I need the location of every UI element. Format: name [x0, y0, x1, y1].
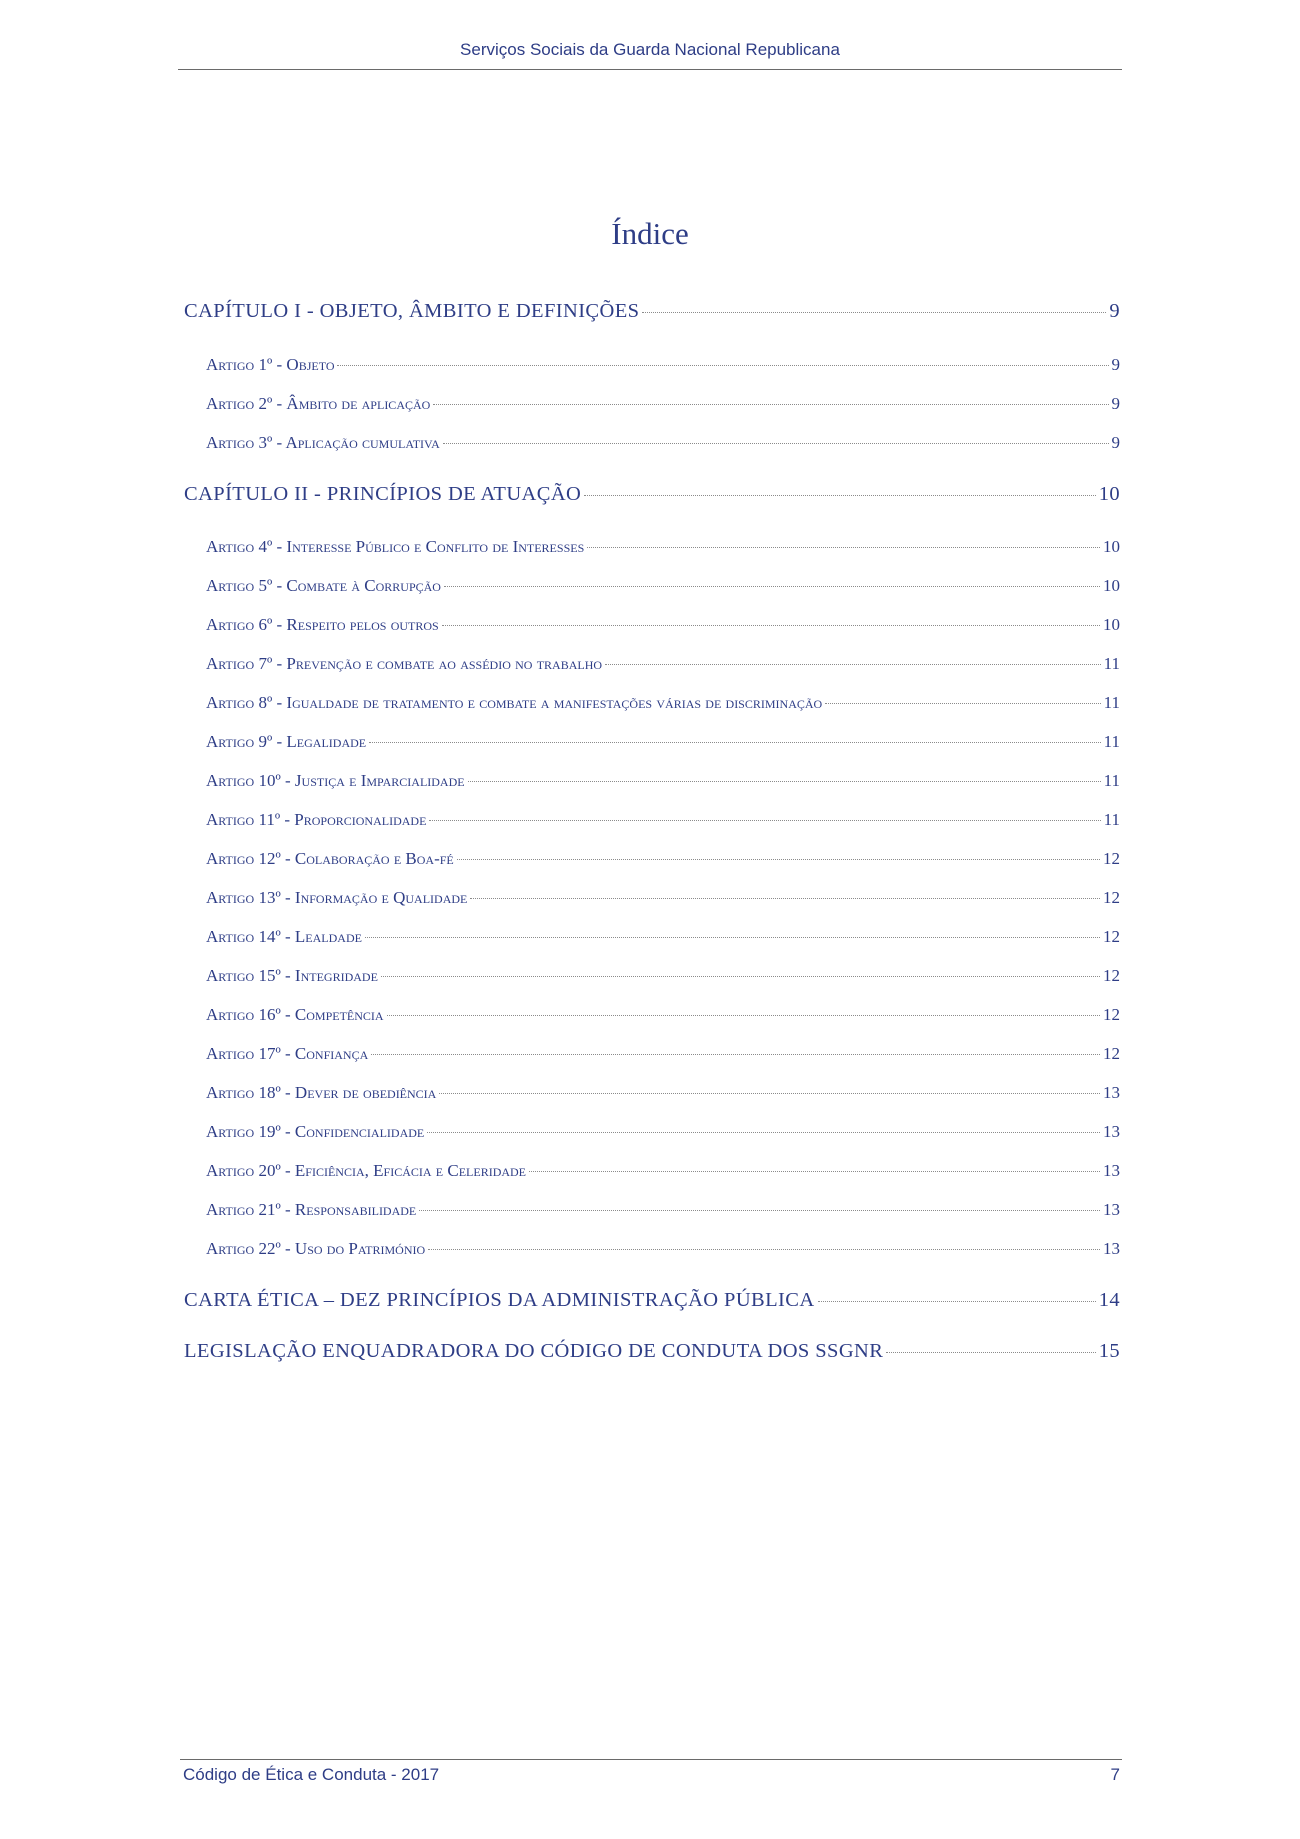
toc-entry-legislacao[interactable]: [184, 1340, 1120, 1363]
toc-entry-label: Artigo 1º - Objeto: [206, 355, 335, 374]
toc-entry-chapter-2[interactable]: [184, 483, 1120, 506]
toc-page-number: 12: [1103, 888, 1120, 907]
toc-page-number: 10: [1098, 483, 1120, 505]
toc-page-number: 9: [1111, 394, 1120, 413]
toc-entry-label: Artigo 4º - Interesse Público e Conflito de Interesses: [206, 537, 585, 556]
dot-leader: [642, 312, 1106, 313]
toc-entry-label: Artigo 2º - Âmbito de aplicação: [206, 394, 431, 413]
toc-entry-article-15[interactable]: [206, 966, 1120, 986]
toc-entry-label: Artigo 9º - Legalidade: [206, 732, 367, 751]
dot-leader: [444, 586, 1100, 587]
toc-entry-article-1[interactable]: [206, 355, 1120, 375]
toc-entry-article-3[interactable]: [206, 433, 1120, 453]
toc-entry-label: CAPÍTULO I - OBJETO, ÂMBITO E DEFINIÇÕES: [184, 300, 640, 322]
toc-entry-article-16[interactable]: [206, 1005, 1120, 1025]
toc-entry-article-6[interactable]: [206, 615, 1120, 635]
toc-page-number: 12: [1103, 1044, 1120, 1063]
toc-page-number: 9: [1109, 300, 1120, 322]
toc-page-number: 13: [1103, 1239, 1120, 1258]
toc-page-number: 10: [1103, 615, 1120, 634]
toc-entry-carta-etica[interactable]: [184, 1289, 1120, 1312]
dot-leader: [443, 443, 1109, 444]
running-header: Serviços Sociais da Guarda Nacional Republicana: [460, 40, 840, 59]
dot-leader: [369, 742, 1101, 743]
dot-leader: [433, 404, 1108, 405]
toc-page-number: 10: [1103, 537, 1120, 556]
dot-leader: [529, 1171, 1100, 1172]
toc-entry-label: Artigo 19º - Confidencialidade: [206, 1122, 425, 1141]
toc-entry-label: CARTA ÉTICA – DEZ PRINCÍPIOS DA ADMINISTRAÇÃO PÚBLICA: [184, 1289, 815, 1311]
toc-entry-label: Artigo 8º - Igualdade de tratamento e combate a manifestações várias de discriminação: [206, 693, 823, 712]
dot-leader: [468, 781, 1101, 782]
toc-page-number: 12: [1103, 849, 1120, 868]
toc-page-number: 10: [1103, 576, 1120, 595]
toc-entry-label: Artigo 13º - Informação e Qualidade: [206, 888, 468, 907]
footer-page-number: 7: [1110, 1765, 1120, 1784]
toc-entry-article-18[interactable]: [206, 1083, 1120, 1103]
toc-page-number: 13: [1103, 1083, 1120, 1102]
dot-leader: [428, 1249, 1100, 1250]
toc-page-number: 13: [1103, 1122, 1120, 1141]
toc-entry-label: Artigo 15º - Integridade: [206, 966, 378, 985]
dot-leader: [818, 1301, 1096, 1302]
toc-title: Índice: [611, 216, 689, 251]
toc-entry-article-20[interactable]: [206, 1161, 1120, 1181]
toc-entry-article-9[interactable]: [206, 732, 1120, 752]
toc-entry-label: Artigo 10º - Justiça e Imparcialidade: [206, 771, 465, 790]
dot-leader: [457, 859, 1100, 860]
toc-page-number: 11: [1103, 771, 1120, 790]
toc-page-number: 11: [1103, 693, 1120, 712]
dot-leader: [387, 1015, 1100, 1016]
toc-page-number: 13: [1103, 1200, 1120, 1219]
toc-entry-article-22[interactable]: [206, 1239, 1120, 1259]
dot-leader: [825, 703, 1100, 704]
toc-page-number: 11: [1103, 654, 1120, 673]
toc-entry-article-7[interactable]: [206, 654, 1120, 674]
dot-leader: [584, 495, 1095, 496]
toc-entry-article-12[interactable]: [206, 849, 1120, 869]
toc-page-number: 9: [1111, 433, 1120, 452]
toc-page-number: 11: [1103, 810, 1120, 829]
toc-entry-label: Artigo 5º - Combate à Corrupção: [206, 576, 441, 595]
dot-leader: [587, 547, 1100, 548]
dot-leader: [337, 365, 1108, 366]
toc-page-number: 15: [1098, 1340, 1120, 1362]
dot-leader: [439, 1093, 1100, 1094]
toc-entry-article-11[interactable]: [206, 810, 1120, 830]
toc-entry-label: Artigo 14º - Lealdade: [206, 927, 362, 946]
toc-entry-label: Artigo 21º - Responsabilidade: [206, 1200, 417, 1219]
toc-entry-label: Artigo 12º - Colaboração e Boa-fé: [206, 849, 454, 868]
dot-leader: [605, 664, 1101, 665]
toc-entry-article-10[interactable]: [206, 771, 1120, 791]
dot-leader: [442, 625, 1100, 626]
dot-leader: [429, 820, 1100, 821]
toc-entry-article-2[interactable]: [206, 394, 1120, 414]
dot-leader: [381, 976, 1100, 977]
toc-entry-label: Artigo 18º - Dever de obediência: [206, 1083, 437, 1102]
toc-page-number: 13: [1103, 1161, 1120, 1180]
toc-entry-label: CAPÍTULO II - PRINCÍPIOS DE ATUAÇÃO: [184, 483, 582, 505]
toc-entry-article-5[interactable]: [206, 576, 1120, 596]
toc-entry-label: Artigo 22º - Uso do Património: [206, 1239, 426, 1258]
toc-entry-article-19[interactable]: [206, 1122, 1120, 1142]
dot-leader: [419, 1210, 1100, 1211]
toc-page-number: 12: [1103, 927, 1120, 946]
dot-leader: [371, 1054, 1100, 1055]
toc-entry-label: Artigo 11º - Proporcionalidade: [206, 810, 427, 829]
toc-entry-label: LEGISLAÇÃO ENQUADRADORA DO CÓDIGO DE CONDUTA DOS SSGNR: [184, 1340, 884, 1362]
dot-leader: [365, 937, 1100, 938]
toc-page-number: 14: [1098, 1289, 1120, 1311]
dot-leader: [470, 898, 1100, 899]
toc-entry-label: Artigo 20º - Eficiência, Eficácia e Celeridade: [206, 1161, 527, 1180]
footer-document-title: Código de Ética e Conduta - 2017: [183, 1765, 440, 1784]
toc-entry-article-13[interactable]: [206, 888, 1120, 908]
toc-entry-article-21[interactable]: [206, 1200, 1120, 1220]
toc-entry-label: Artigo 16º - Competência: [206, 1005, 384, 1024]
toc-entry-label: Artigo 6º - Respeito pelos outros: [206, 615, 439, 634]
toc-entry-label: Artigo 17º - Confiança: [206, 1044, 369, 1063]
toc-page-number: 12: [1103, 966, 1120, 985]
dot-leader: [427, 1132, 1100, 1133]
toc-page-number: 12: [1103, 1005, 1120, 1024]
header-rule: [178, 69, 1122, 70]
toc-entry-article-8[interactable]: [206, 693, 1120, 713]
footer-rule: [180, 1759, 1122, 1760]
toc-page-number: 11: [1103, 732, 1120, 751]
toc-entry-chapter-1[interactable]: [184, 300, 1120, 323]
toc-entry-article-4[interactable]: [206, 537, 1120, 557]
toc-entry-article-14[interactable]: [206, 927, 1120, 947]
dot-leader: [886, 1352, 1095, 1353]
toc-page-number: 9: [1111, 355, 1120, 374]
toc-entry-label: Artigo 3º - Aplicação cumulativa: [206, 433, 440, 452]
toc-entry-article-17[interactable]: [206, 1044, 1120, 1064]
toc-entry-label: Artigo 7º - Prevenção e combate ao assédio no trabalho: [206, 654, 603, 673]
